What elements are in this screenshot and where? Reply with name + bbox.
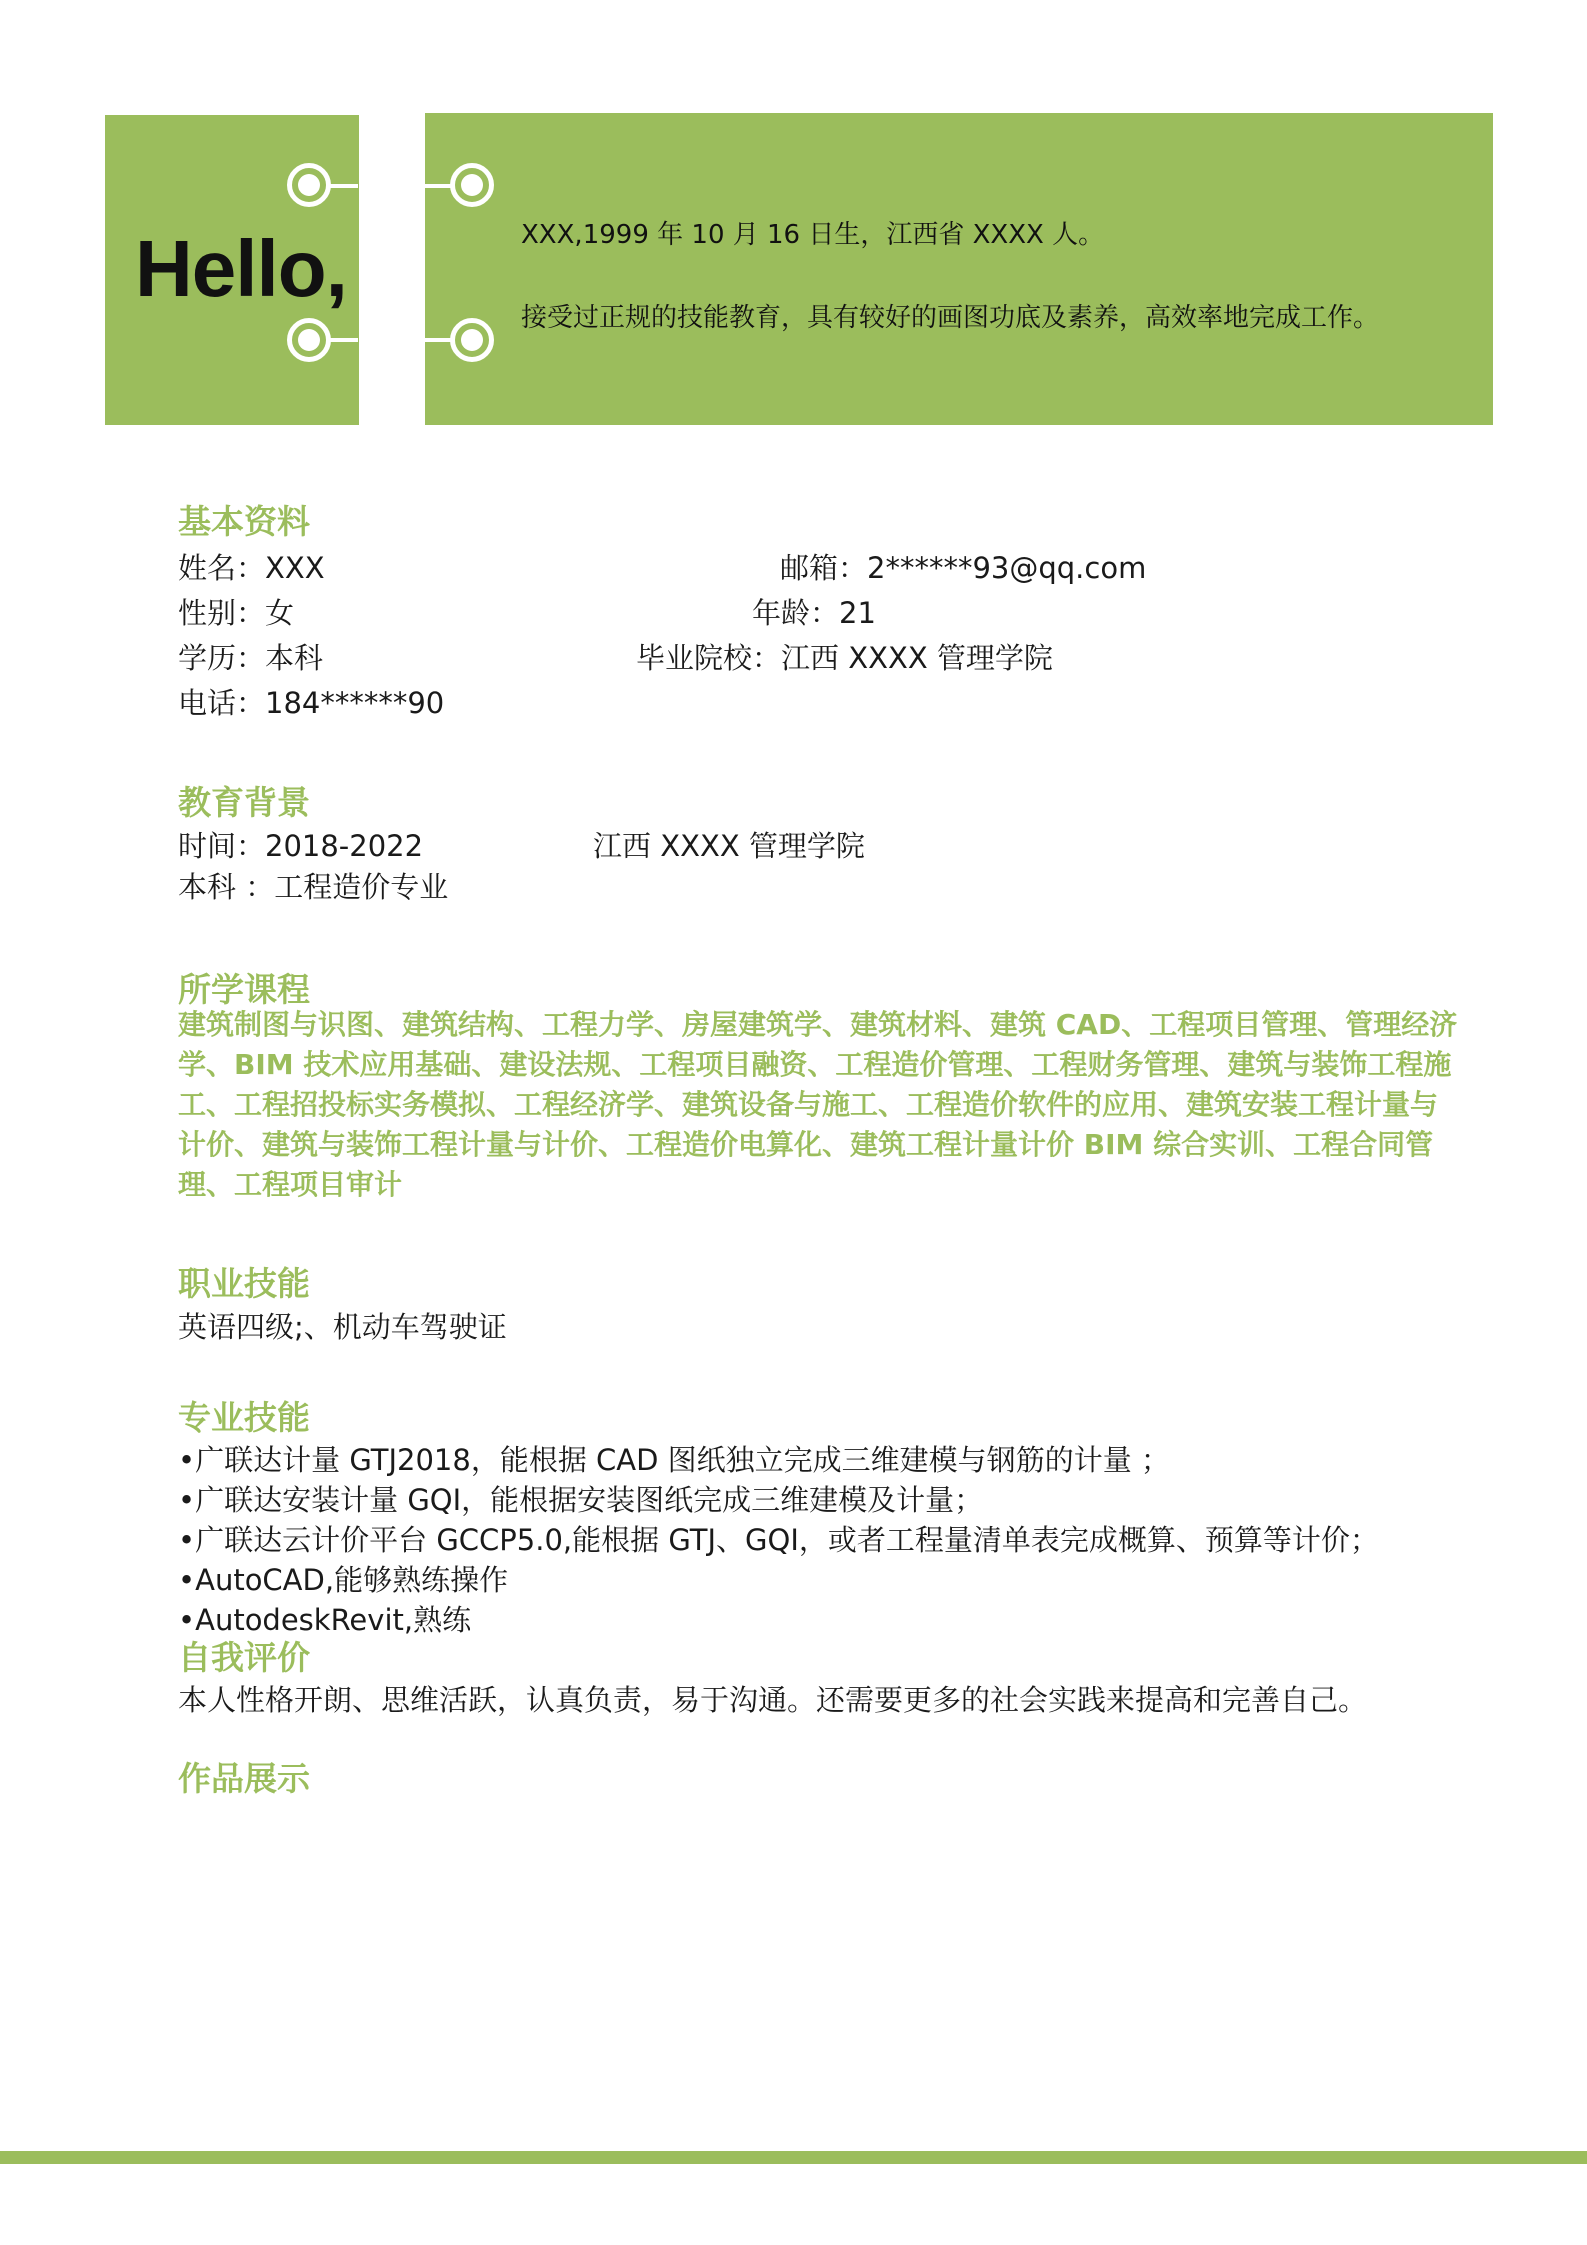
self-eval-title: 自我评价 [178, 1638, 310, 1677]
bottom-divider [0, 2151, 1587, 2164]
ring-icon [450, 163, 494, 207]
connector-line [330, 184, 358, 188]
pro-skill-item: •AutodeskRevit,熟练 [178, 1603, 472, 1637]
education-title: 教育背景 [178, 783, 310, 822]
connector-line [425, 338, 451, 342]
hello-panel [105, 115, 359, 425]
courses-title: 所学课程 [178, 970, 310, 1009]
intro-panel [425, 113, 1493, 425]
connector-line [425, 184, 451, 188]
intro-birth-line: XXX,1999 年 10 月 16 日生，江西省 XXXX 人。 [521, 220, 1105, 250]
education-time: 时间：2018-2022 [178, 829, 424, 863]
courses-list: 建筑制图与识图、建筑结构、工程力学、房屋建筑学、建筑材料、建筑 CAD、工程项目管理、管理经济学、BIM 技术应用基础、建设法规、工程项目融资、工程造价管理、工程财务管理、建筑与装饰工程施工、工程招投标实务模拟、工程经济学、建筑设备与施工、工程造价软件的应用、建筑安装工程计量与计价、建筑与装饰工程计量与计价、工程造价电算化、建筑工程计量计价 BIM 综合实训、工程合同管理、工程项目审计 [178, 1008, 1458, 1201]
education-major: 本科 ：工程造价专业 [178, 870, 449, 904]
intro-education-line: 接受过正规的技能教育，具有较好的画图功底及素养，高效率地完成工作。 [521, 303, 1380, 333]
email-field: 邮箱：2******93@qq.com [780, 551, 1147, 585]
phone-field: 电话：184******90 [178, 686, 445, 720]
basic-info-title: 基本资料 [178, 502, 310, 541]
pro-skill-item: •广联达云计价平台 GCCP5.0,能根据 GTJ、GQI，或者工程量清单表完成概算、预算等计价； [178, 1523, 1379, 1557]
education-school: 江西 XXXX 管理学院 [593, 829, 865, 863]
degree-field: 学历：本科 [178, 641, 324, 675]
pro-skill-item: •广联达安装计量 GQI，能根据安装图纸完成三维建模及计量； [178, 1483, 984, 1517]
pro-skills-title: 专业技能 [178, 1398, 310, 1437]
job-skills-title: 职业技能 [178, 1264, 310, 1303]
gender-field: 性别：女 [178, 596, 295, 630]
age-field: 年龄：21 [752, 596, 876, 630]
name-field: 姓名：XXX [178, 551, 325, 585]
self-eval-text: 本人性格开朗、思维活跃，认真负责，易于沟通。还需要更多的社会实践来提高和完善自己。 [178, 1683, 1368, 1717]
ring-icon [287, 163, 331, 207]
works-title: 作品展示 [178, 1759, 310, 1798]
ring-icon [450, 318, 494, 362]
greeting-heading: Hello, [135, 224, 347, 313]
connector-line [330, 338, 358, 342]
job-skills-text: 英语四级;、机动车驾驶证 [178, 1310, 507, 1344]
ring-icon [287, 318, 331, 362]
school-field: 毕业院校：江西 XXXX 管理学院 [636, 641, 1053, 675]
pro-skill-item: •AutoCAD,能够熟练操作 [178, 1563, 509, 1597]
pro-skill-item: •广联达计量 GTJ2018，能根据 CAD 图纸独立完成三维建模与钢筋的计量 ； [178, 1443, 1170, 1477]
